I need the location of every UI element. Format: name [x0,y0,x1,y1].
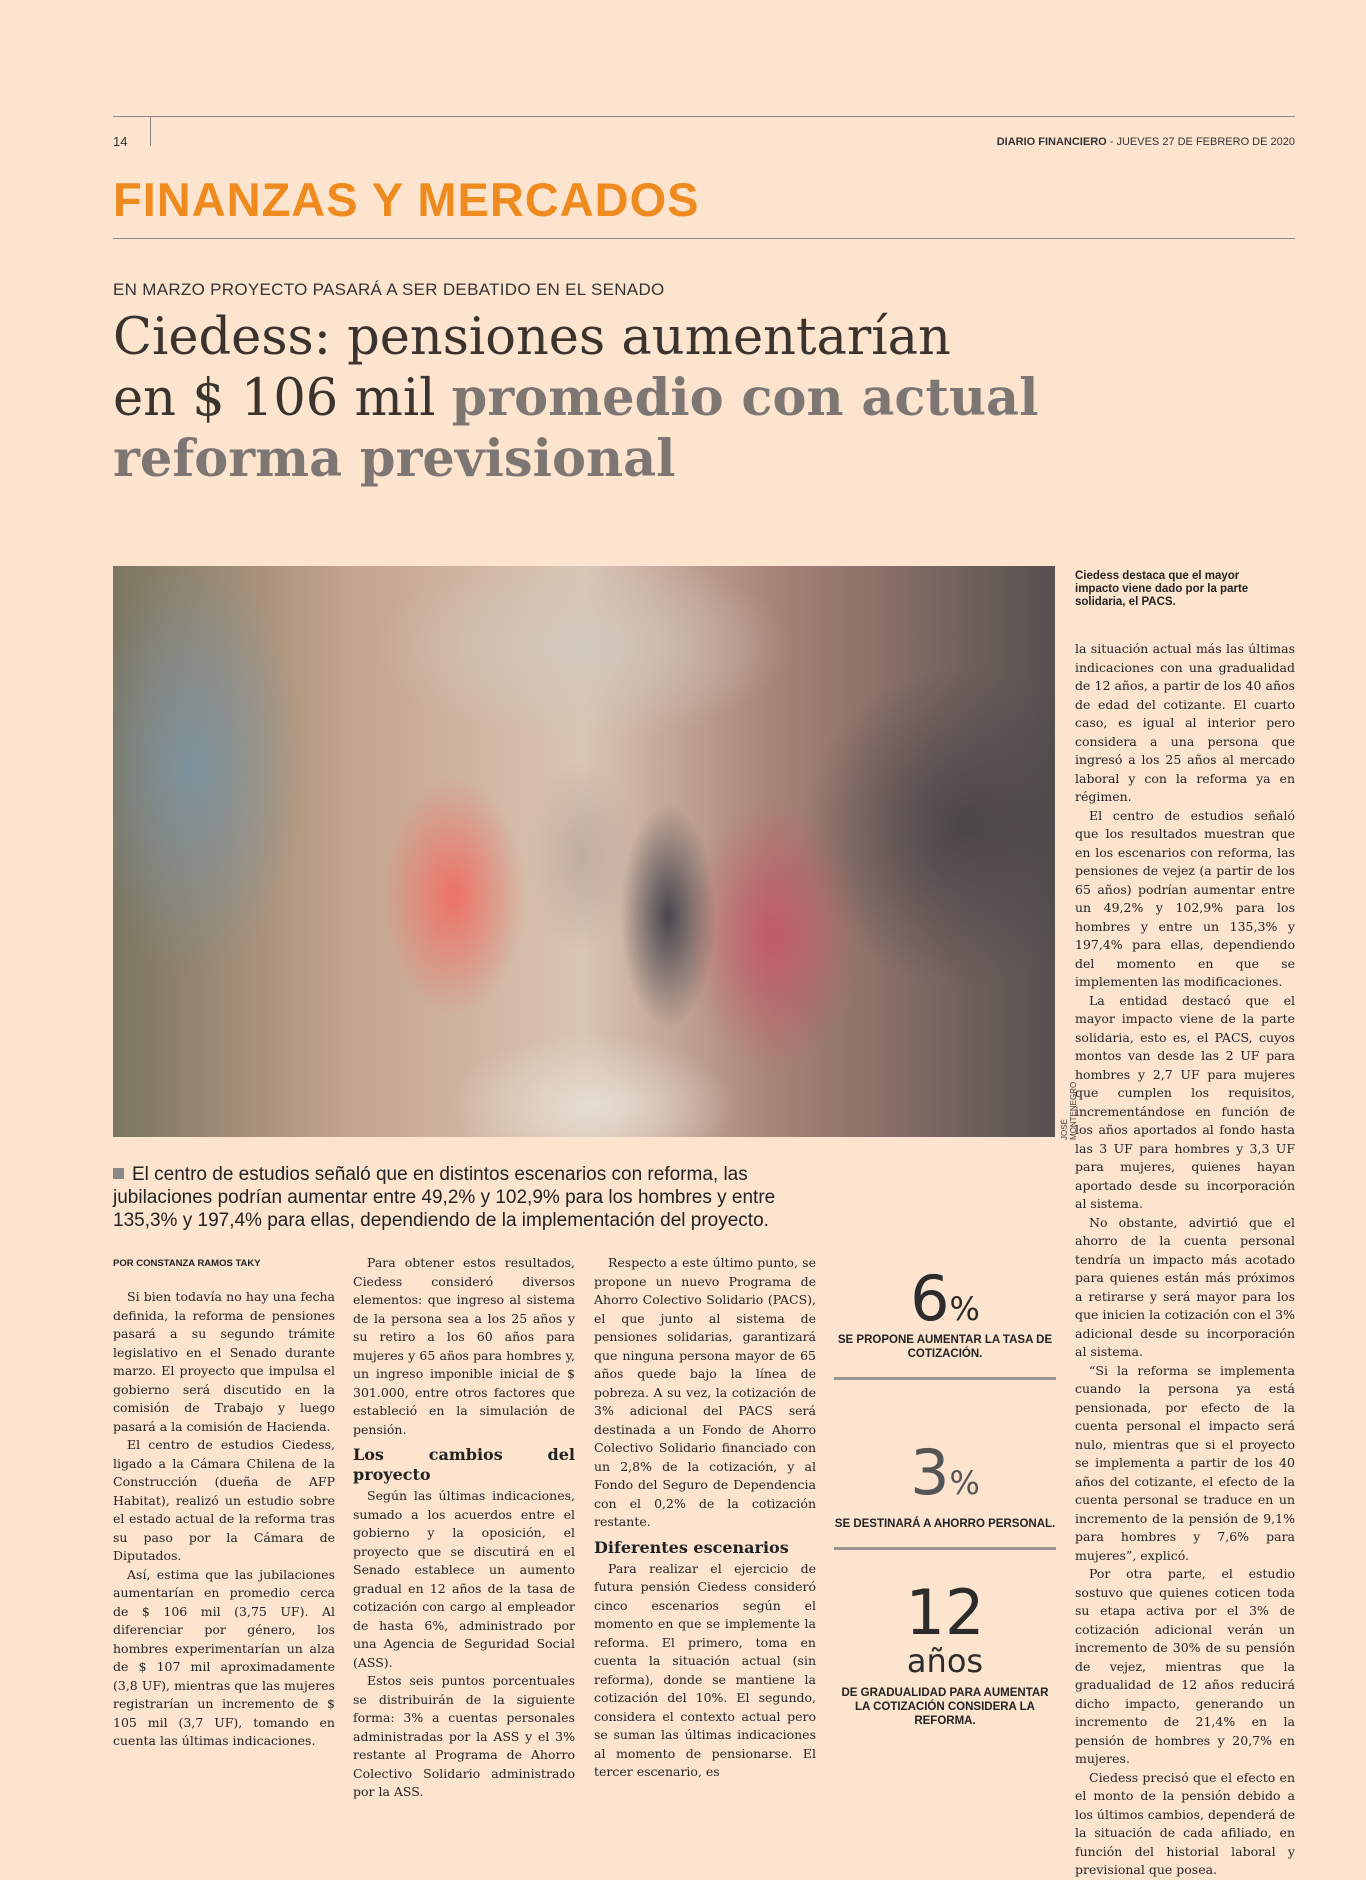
stat-3-unit: años [906,1642,984,1680]
stat-2-value: 3% [910,1436,980,1509]
headline-line-3: reforma previsional [113,429,676,489]
col5-paragraph: La entidad destacó que el mayor impacto viene de la parte solidaria, esto es, el PACS, cuyos montos van desde las 2 UF para hombres y 2,7 UF para mujeres que cumplen los requisitos, incrementándose en función de los años aportados al fondo hasta las 3 UF para hombres y 3,3 UF para mujeres, quienes hayan aportado desde su incorporación al sistema. [1075,992,1295,1211]
col2-paragraph: Según las últimas indicaciones, sumado a los acuerdos entre el gobierno y la oposición, el proyecto que se discutirá en el Senado establece un aumento gradual en 12 años de la tasa de cotización con cargo al empleador de hasta 6%, administrado por una Agencia de Seguridad Social (ASS). [353,1488,575,1670]
body-column-1 [113,1288,335,1751]
photo-side-caption: Ciedess destaca que el mayor impacto viene dado por la parte solidaria, el PACS. [1075,570,1249,608]
headline-line-2-grey: promedio con actual [451,368,1039,428]
stat-divider [834,1547,1056,1550]
col5-paragraph: la situación actual más las últimas indicaciones con una gradualidad de 12 años, a partir de los 40 años de edad del cotizante. El cuarto caso, es igual al interior pero considera a una persona que ingresó a los 25 años al mercado laboral y con la reforma ya en régimen. [1075,641,1295,804]
photo-credit: JOSÉ MONTENEGRO [1060,1081,1078,1140]
section-title: FINANZAS Y MERCADOS [113,173,700,226]
col5-paragraph: Ciedess precisó que el efecto en el monto de la pensión debido a los últimos cambios, dependerá de la situación de cada afiliado, en función del historial laboral y previsional que posea. [1075,1769,1295,1877]
stat-divider [834,1377,1056,1380]
headline-line-2 [113,368,1113,429]
headline-line-1: Ciedess: pensiones aumentarían [113,308,951,367]
body-column-5 [1075,640,1295,1880]
street-crowd-photo [113,566,1055,1137]
col1-paragraph: El centro de estudios Ciedess, ligado a la Cámara Chilena de la Construcción (dueña de AFP Habitat), realizó un estudio sobre el estado actual de la reforma tras su paso por la Cámara de Diputados. [113,1437,335,1563]
publication-name: DIARIO FINANCIERO [996,136,1107,148]
lead-text: El centro de estudios señaló que en distintos escenarios con reforma, las jubilaciones podrían aumentar entre 49,2% y 102,9% para los hombres y entre 135,3% y 197,4% para ellas, dependiendo de la implementación del proyecto. [113,1164,776,1231]
col5-paragraph: “Si la reforma se implementa cuando la persona ya está pensionada, por efecto de la cuenta personal el impacto será nulo, mientras que si el proyecto se implementa a partir de los 40 años del cotizante, el efecto de la cuenta personal se traduce en un incremento de la pensión de 9,1% para hombres y 7,6% para mujeres”, explicó. [1075,1362,1295,1563]
col5-paragraph: Por otra parte, el estudio sostuvo que quienes coticen toda su etapa activa por el 3% de cotización adicional verán un incremento de 30% de su pensión de vejez, mientras que la gradualidad de 12 años reducirá dicho impacto, generando un incremento de 21,4% en la pensión de hombres y 20,7% en mujeres. [1075,1566,1295,1766]
page-number-divider [150,116,151,146]
col3-paragraph: Respecto a este último punto, se propone un nuevo Programa de Ahorro Colectivo Solidario (PACS), el que junto al sistema de pensiones solidarias, garantizará que ninguna persona mayor de 65 años quede bajo la línea de pobreza. A su vez, la cotización de 3% adicional del PACS será destinada a un Fondo de Ahorro Colectivo Solidario financiado con un 2,8% de la cotización, y al Fondo del Seguro de Dependencia con el 0,2% de la cotización restante. [594,1255,816,1529]
headline [113,308,1113,489]
stat-3-value: 12 [905,1576,985,1649]
col2-paragraph: Para obtener estos resultados, Ciedess consideró diversos elementos: que ingreso al sistema de la persona sea a los 25 años y su retiro a los 60 años para mujeres y 65 años para hombres y, un ingreso imponible inicial de $ 301.000, entre otros factores que estableció en la simulación de pensión. [353,1255,575,1437]
section-rule [113,238,1295,239]
body-column-2 [353,1254,575,1802]
lead-summary [113,1163,813,1232]
stat-2-label: SE DESTINARÁ A AHORRO PERSONAL. [834,1518,1056,1530]
col1-paragraph: Así, estima que las jubilaciones aumentarían en promedio cerca de $ 106 mil (3,75 UF). Al diferenciar por género, los hombres experimentarían un alza de $ 107 mil aproximadamente (3,8 UF), mientras que las mujeres registrarían un incremento de $ 105 mil (3,7 UF), tomando en cuenta las últimas indicaciones. [113,1566,335,1748]
top-rule [113,116,1295,117]
byline: POR CONSTANZA RAMOS TAKY [113,1258,261,1269]
col3-subheading: Diferentes escenarios [594,1537,789,1557]
col1-paragraph: Si bien todavía no hay una fecha definida, la reforma de pensiones pasará a su segundo trámite legislativo en el Senado durante marzo. El proyecto que impulsa el gobierno será discutido en la comisión de Trabajo y luego pasará a la comisión de Hacienda. [113,1289,335,1434]
stat-1-value: 6% [910,1262,980,1335]
col2-subheading: Los cambios del proyecto [353,1445,575,1484]
page-number: 14 [113,134,128,149]
col5-paragraph: El centro de estudios señaló que los resultados muestran que en los escenarios con reforma, las pensiones de vejez (a partir de los 65 años) podrían aumentar entre un 49,2% y 102,9% para los hombres y entre un 135,3% y 197,4% para ellas, dependiendo del momento en que se implementen las modificaciones. [1075,807,1295,989]
body-column-3 [594,1254,816,1782]
lead-square-bullet [113,1168,124,1179]
kicker: EN MARZO PROYECTO PASARÁ A SER DEBATIDO EN EL SENADO [113,280,665,299]
publication-date: - JUEVES 27 DE FEBRERO DE 2020 [1106,136,1295,148]
publication-dateline [880,136,1295,148]
headline-line-2-dark: en $ 106 mil [113,369,436,428]
stat-3-label: DE GRADUALIDAD PARA AUMENTAR LA COTIZACIÓN CONSIDERA LA REFORMA. [841,1687,1049,1727]
col2-paragraph: Estos seis puntos porcentuales se distribuirán de la siguiente forma: 3% a cuentas personales administradas por la ASS y el 3% restante al Programa de Ahorro Colectivo Solidario administrado por la ASS. [353,1673,575,1799]
col5-paragraph: No obstante, advirtió que el ahorro de la cuenta personal tendría un impacto más acotado para quienes están más próximos a retirarse y será mayor para los que inicien la cotización con el 3% adicional desde su incorporación al sistema. [1075,1214,1295,1359]
stat-1-label: SE PROPONE AUMENTAR LA TASA DE COTIZACIÓN. [837,1334,1053,1360]
col3-paragraph: Para realizar el ejercicio de futura pensión Ciedess consideró cinco escenarios según el momento en que se implemente la reforma. El primero, toma en cuenta la situación actual (sin reforma), donde se mantiene la cotización del 10%. El segundo, considera el contexto actual pero se suman las últimas indicaciones al momento de pensionarse. El tercer escenario, es [594,1560,816,1779]
